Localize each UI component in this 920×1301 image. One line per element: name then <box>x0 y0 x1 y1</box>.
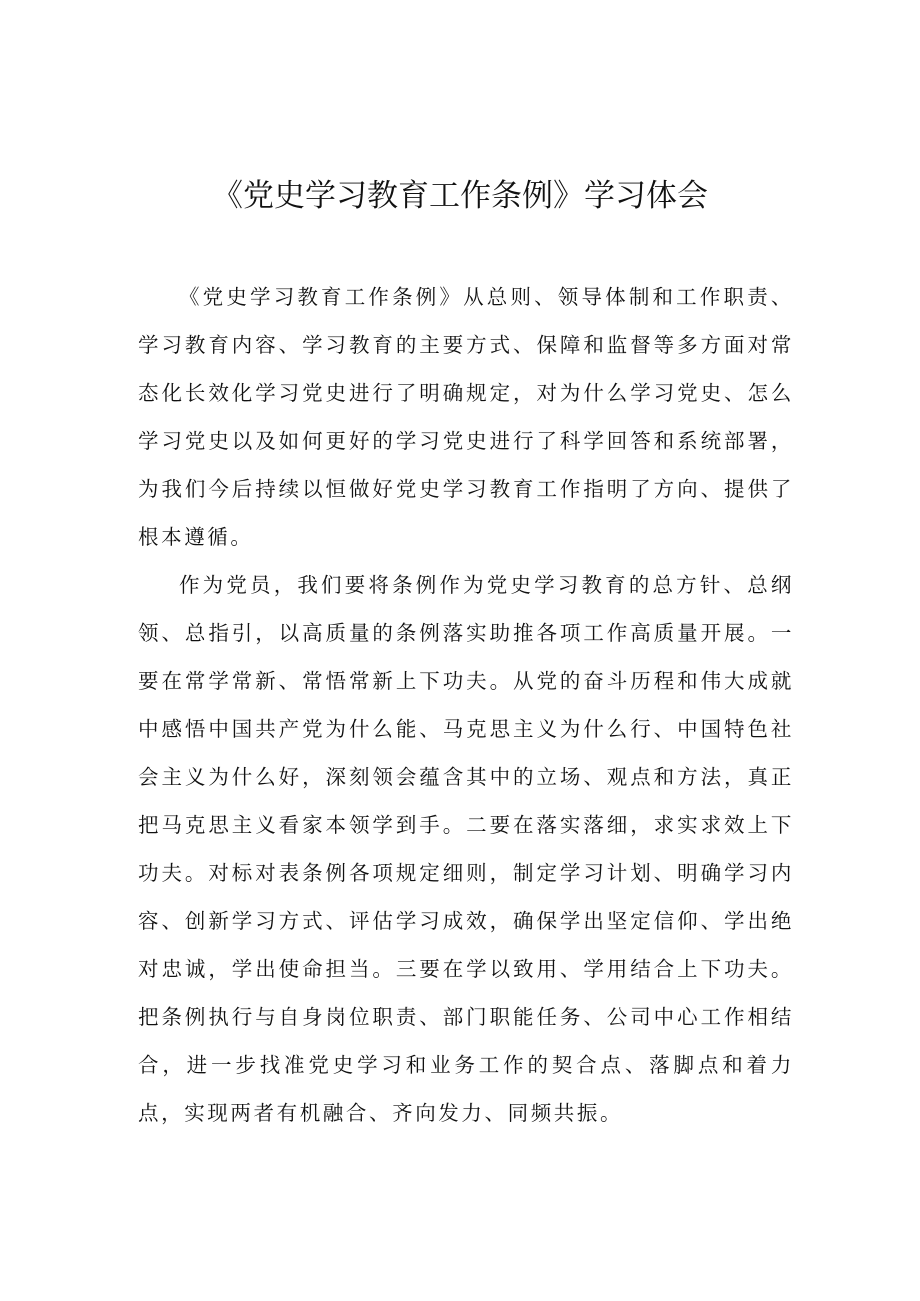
paragraph-1: 《党史学习教育工作条例》从总则、领导体制和工作职责、学习教育内容、学习教育的主要方式、保障和监督等多方面对常态化长效化学习党史进行了明确规定，对为什么学习党史、怎么学习党史以及如何更好的学习党史进行了科学回答和系统部署，为我们今后持续以恒做好党史学习教育工作指明了方向、提供了根本遵循。 <box>138 285 794 549</box>
document-title: 《党史学习教育工作条例》学习体会 <box>212 178 708 214</box>
paragraph-2: 作为党员，我们要将条例作为党史学习教育的总方针、总纲领、总指引，以高质量的条例落实助推各项工作高质量开展。一要在常学常新、常悟常新上下功夫。从党的奋斗历程和伟大成就中感悟中国共产党为什么能、马克思主义为什么行、中国特色社会主义为什么好，深刻领会蕴含其中的立场、观点和方法，真正把马克思主义看家本领学到手。二要在落实落细，求实求效上下功夫。对标对表条例各项规定细则，制定学习计划、明确学习内容、创新学习方式、评估学习成效，确保学出坚定信仰、学出绝对忠诚，学出使命担当。三要在学以致用、学用结合上下功夫。把条例执行与自身岗位职责、部门职能任务、公司中心工作相结合，进一步找准党史学习和业务工作的契合点、落脚点和着力点，实现两者有机融合、齐向发力、同频共振。 <box>138 573 794 1125</box>
document-body <box>138 273 794 1137</box>
